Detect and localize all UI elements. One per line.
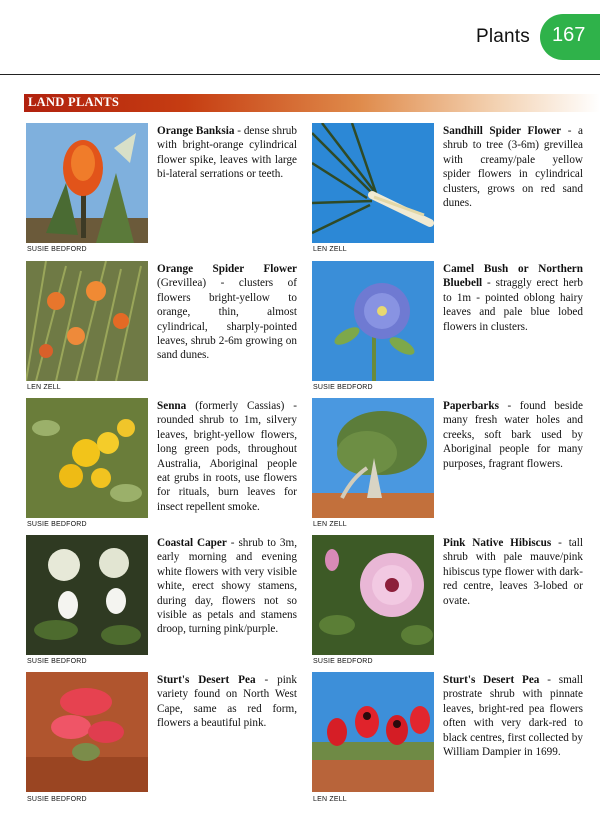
coastal-caper-photo [26, 535, 148, 655]
photo-credit: LEN ZELL [27, 384, 61, 391]
plant-description [157, 536, 297, 637]
plant-description [157, 399, 297, 514]
plant-text: (Grevillea) - clusters of flowers bright-yellow to orange, thin, almost cylindrical, sharply-pointed leaves, shrub 2-6m growing on sand dunes. [157, 277, 297, 362]
senna-photo [26, 398, 148, 518]
photo-credit: SUSIE BEDFORD [313, 384, 373, 391]
plant-text: - shrub to 3m, early morning and evening white flowers with very visible white, erect showy stamens, during day, flowers not so visible as petals and stamens droop, turning pink/purple. [157, 537, 297, 636]
plant-description [157, 262, 297, 363]
plant-description [443, 124, 583, 210]
sturts-desert-pea-pink-photo [26, 672, 148, 792]
plant-name: Pink Native Hibiscus [443, 537, 552, 549]
pink-native-hibiscus-photo [312, 535, 434, 655]
photo-credit: SUSIE BEDFORD [313, 658, 373, 665]
photo-credit: LEN ZELL [313, 521, 347, 528]
plant-name: Sturt's Desert Pea [443, 674, 540, 686]
plant-name: Senna [157, 400, 187, 412]
plant-text: - small prostrate shrub with pinnate leaves, bright-red pea flowers often with very dark-red to black centres, first collected by William Dampier in 1699. [443, 674, 583, 759]
photo-credit: SUSIE BEDFORD [27, 658, 87, 665]
sturts-desert-pea-red-photo [312, 672, 434, 792]
photo-credit: SUSIE BEDFORD [27, 246, 87, 253]
photo-credit: LEN ZELL [313, 246, 347, 253]
plant-description [157, 124, 297, 182]
plant-text: (formerly Cassias) - rounded shrub to 1m, silvery leaves, bright-yellow flowers, long green pods, throughout Australia, Aboriginal people eat grubs in roots, use flowers for rituals, burn leaves for insect repellent smoke. [157, 400, 297, 513]
plant-name: Sturt's Desert Pea [157, 674, 256, 686]
plant-description [443, 536, 583, 608]
plant-text: - straggly erect herb to 1m - pointed oblong hairy leaves and pale blue lobed flowers in clusters. [443, 277, 583, 333]
section-title: LAND PLANTS [28, 95, 120, 109]
paperbarks-photo [312, 398, 434, 518]
plant-name: Orange Banksia [157, 125, 235, 137]
plant-description [443, 399, 583, 471]
photo-credit: SUSIE BEDFORD [27, 521, 87, 528]
header-divider [0, 74, 600, 75]
chapter-title: Plants [475, 26, 530, 47]
plant-name: Camel Bush or Northern Bluebell [443, 263, 583, 290]
photo-credit: SUSIE BEDFORD [27, 796, 87, 803]
plant-description [157, 673, 297, 731]
plant-text: - pink variety found on North West Cape, same as red form, flowers a beautiful pink. [157, 674, 297, 730]
plant-name: Sandhill Spider Flower [443, 125, 562, 137]
plant-name: Coastal Caper [157, 537, 227, 549]
plant-description [443, 673, 583, 759]
photo-credit: LEN ZELL [313, 796, 347, 803]
orange-spider-flower-photo [26, 261, 148, 381]
sandhill-spider-flower-photo [312, 123, 434, 243]
plant-description [443, 262, 583, 334]
plant-name: Paperbarks [443, 400, 499, 412]
plant-name: Orange Spider Flower [157, 263, 297, 275]
orange-banksia-photo [26, 123, 148, 243]
plant-text: - found beside many fresh water holes and creeks, soft bark used by Aboriginal people for many purposes, fragrant flowers. [443, 400, 583, 470]
plant-text: - tall shrub with pale mauve/pink hibiscus type flower with dark-red centre, leaves 3-lobed or ovate. [443, 537, 583, 607]
camel-bush-photo [312, 261, 434, 381]
plant-text: - a shrub to tree (3-6m) grevillea with creamy/pale yellow spider flowers in cylindrical clusters, grows on red sand dunes. [443, 125, 583, 210]
page-number: 167 [552, 24, 586, 46]
plant-text: - dense shrub with bright-orange cylindrical flower spike, leaves with large bi-lateral serrations or teeth. [157, 125, 297, 181]
